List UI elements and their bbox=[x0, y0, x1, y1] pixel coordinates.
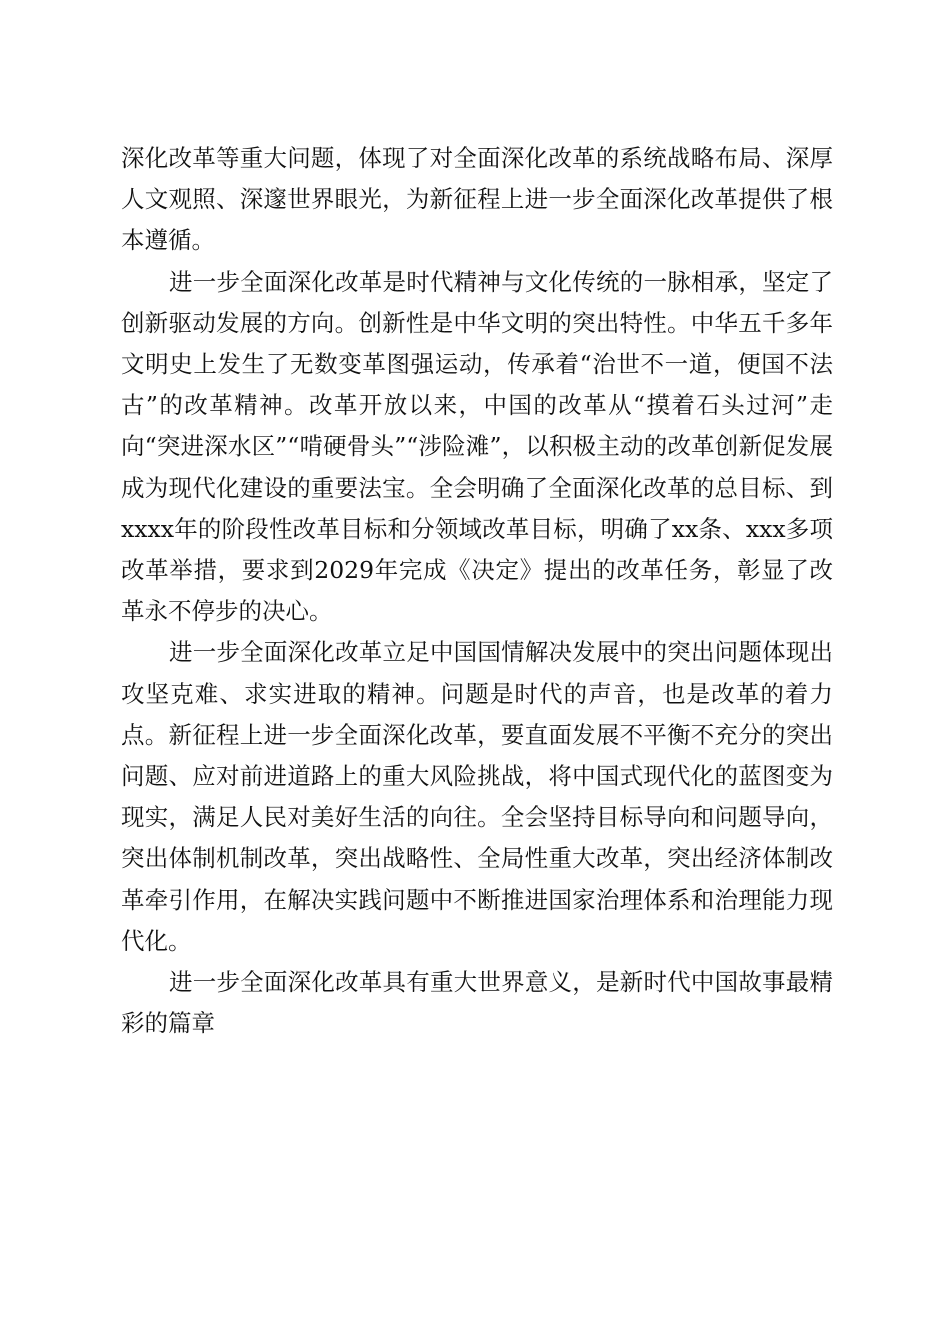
paragraph-world-significance: 进一步全面深化改革具有重大世界意义，是新时代中国故事最精彩的篇章 bbox=[121, 968, 833, 1038]
paragraph-innovation: 进一步全面深化改革是时代精神与文化传统的一脉相承，坚定了创新驱动发展的方向。创新性是中华文明的突出特性。中华五千多年文明史上发生了无数变革图强运动，传承着“治世不一道，便国不法古”的改革精神。改革开放以来，中国的改革从“摸着石头过河”走向“突进深水区”“啃硬骨头”“涉险滩”，以积极主动的改革创新促发展成为现代化建设的重要法宝。全会明确了全面深化改革的总目标、到xxxx年的阶段性改革目标和分领域改革目标，明确了xx条、xxx多项改革举措，要求到2029年完成《决定》提出的改革任务，彰显了改革永不停步的决心。 bbox=[121, 267, 833, 626]
paragraph-continued: 深化改革等重大问题，体现了对全面深化改革的系统战略布局、深厚人文观照、深邃世界眼光，为新征程上进一步全面深化改革提供了根本遵循。 bbox=[121, 144, 833, 255]
body-text bbox=[121, 138, 833, 1044]
paragraph-problems: 进一步全面深化改革立足中国国情解决发展中的突出问题体现出攻坚克难、求实进取的精神。问题是时代的声音，也是改革的着力点。新征程上进一步全面深化改革，要直面发展不平衡不充分的突出问题、应对前进道路上的重大风险挑战，将中国式现代化的蓝图变为现实，满足人民对美好生活的向往。全会坚持目标导向和问题导向，突出体制机制改革，突出战略性、全局性重大改革，突出经济体制改革牵引作用，在解决实践问题中不断推进国家治理体系和治理能力现代化。 bbox=[121, 638, 833, 955]
